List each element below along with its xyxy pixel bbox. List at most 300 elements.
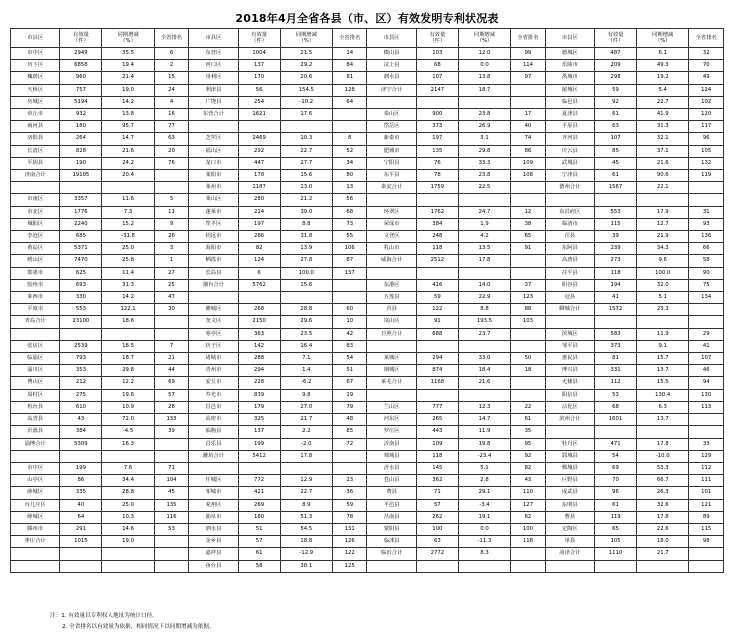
yoy-change: 72.0 [102,414,154,426]
region-name: 招远市 [189,231,238,243]
province-rank: 75 [689,279,724,291]
province-rank [333,462,367,474]
patent-count: 91 [416,316,458,328]
region-name: 高唐县 [545,255,594,267]
yoy-change: 23.7 [458,328,510,340]
region-name: 钢城区 [367,365,416,377]
yoy-change: 23.8 [458,170,510,182]
patent-count: 384 [60,426,102,438]
yoy-change: 49.3 [637,60,689,72]
patent-count: 81 [595,353,637,365]
region-name: 广饶县 [189,96,238,108]
province-rank: 92 [511,450,545,462]
region-name: 青州市 [189,365,238,377]
patent-count: 63 [416,536,458,548]
region-name: 沂源县 [11,426,60,438]
patent-count: 199 [60,462,102,474]
region-name: 寒亭区 [189,328,238,340]
patent-count: 487 [595,48,637,60]
region-name: 环翠区 [367,206,416,218]
province-rank: 86 [511,145,545,157]
patent-count: 45 [595,157,637,169]
yoy-change: 17.8 [637,438,689,450]
province-rank: 33 [689,438,724,450]
patent-count: 118 [416,243,458,255]
region-name [545,316,594,328]
patent-count: 76 [416,157,458,169]
patent-count: 5309 [60,438,102,450]
patent-count [60,560,102,572]
region-name: 莒南县 [367,511,416,523]
yoy-change: 19.8 [458,438,510,450]
province-rank: 112 [689,462,724,474]
region-name: 莱城区 [367,353,416,365]
province-rank: 34 [333,157,367,169]
region-name: 兰山区 [367,401,416,413]
page-title: 2018年4月全省各县（市、区）有效发明专利状况表 [235,12,499,25]
province-rank: 35 [511,426,545,438]
table-row [11,401,724,413]
patent-count: 421 [238,487,280,499]
province-rank: 47 [154,292,188,304]
province-rank: 81 [333,72,367,84]
table-row [11,255,724,267]
table-row [11,145,724,157]
region-name: 潍城区 [189,304,238,316]
patent-count: 1762 [416,206,458,218]
yoy-change: 9.1 [637,340,689,352]
province-rank: 83 [333,340,367,352]
province-rank: 50 [511,353,545,365]
province-rank: 108 [511,170,545,182]
region-name: 安丘市 [189,377,238,389]
province-rank: 4 [154,96,188,108]
province-rank [511,340,545,352]
province-rank [154,438,188,450]
change-header: 同期增减 （%） [637,29,689,48]
table-row [11,560,724,572]
patent-count: 228 [238,377,280,389]
province-rank: 63 [154,133,188,145]
patent-count: 373 [416,121,458,133]
yoy-change: 154.5 [280,84,332,96]
region-name [367,194,416,206]
patent-count: 70 [595,475,637,487]
patent-count: 273 [595,255,637,267]
table-row [11,279,724,291]
province-rank: 73 [333,218,367,230]
patent-count: 553 [60,304,102,316]
region-name: 金乡县 [189,536,238,548]
patent-count: 107 [595,133,637,145]
province-rank: 12 [511,206,545,218]
count-header: 有效量 （件） [416,29,458,48]
province-rank: 101 [689,487,724,499]
region-name [367,96,416,108]
patent-count: 39 [595,231,637,243]
yoy-change: 12.3 [458,401,510,413]
province-rank [154,328,188,340]
province-rank: 51 [333,365,367,377]
province-rank: 6 [154,48,188,60]
yoy-change: 53.3 [637,462,689,474]
region-name: 黄岛区 [11,243,60,255]
province-rank: 30 [154,304,188,316]
province-rank: 134 [689,292,724,304]
region-name: 宁阳县 [367,157,416,169]
patent-count: 757 [60,84,102,96]
region-name: 市中区 [11,48,60,60]
yoy-change: 19.0 [102,536,154,548]
province-rank: 77 [154,121,188,133]
yoy-change: 21.7 [637,548,689,560]
patent-count: 1015 [60,536,102,548]
table-row [11,84,724,96]
province-rank [333,279,367,291]
patent-count: 5762 [238,279,280,291]
city-total-name: 临沂合计 [367,548,416,560]
province-rank: 70 [689,60,724,72]
region-name: 河东区 [367,414,416,426]
yoy-change: 8.3 [458,548,510,560]
region-name: 海阳市 [189,243,238,255]
province-rank: 19 [333,389,367,401]
patent-count: 71 [416,487,458,499]
province-rank [689,560,724,572]
region-name: 曹县 [545,511,594,523]
region-header: 市县区 [11,29,60,48]
patent-count [238,121,280,133]
province-rank: 52 [333,145,367,157]
region-name: 禹城市 [545,72,594,84]
yoy-change: 18.8 [280,536,332,548]
region-name: 市北区 [11,206,60,218]
yoy-change: 16.4 [280,340,332,352]
province-rank: 84 [333,60,367,72]
province-rank: 94 [689,377,724,389]
table-row [11,365,724,377]
yoy-change: 14.0 [458,279,510,291]
patent-count: 194 [595,279,637,291]
province-rank [511,328,545,340]
table-row [11,182,724,194]
province-rank: 87 [333,255,367,267]
yoy-change [102,560,154,572]
patent-count: 56 [238,84,280,96]
patent-count: 2147 [416,84,458,96]
region-name: 胶州市 [11,279,60,291]
patent-count [60,182,102,194]
province-rank: 42 [333,328,367,340]
patent-count: 269 [238,499,280,511]
yoy-change: 27.8 [280,255,332,267]
patent-count: 69 [595,462,637,474]
yoy-change [280,292,332,304]
province-rank: 17 [511,109,545,121]
province-rank: 48 [333,414,367,426]
province-rank: 118 [511,536,545,548]
patent-count: 330 [60,292,102,304]
region-name: 荣成市 [367,218,416,230]
yoy-change: 13.9 [280,243,332,255]
region-name: 汶上县 [367,60,416,72]
region-name: 文登区 [367,231,416,243]
region-name: 东阿县 [545,243,594,255]
yoy-change: 32.1 [637,133,689,145]
yoy-change: 13.7 [637,365,689,377]
yoy-change: 20.6 [280,72,332,84]
city-total-name: 济南合计 [11,170,60,182]
city-total-name: 枣庄合计 [11,536,60,548]
yoy-change: 17.8 [637,511,689,523]
region-header: 市县区 [367,29,416,48]
yoy-change: 10.9 [102,401,154,413]
yoy-change: -31.8 [102,231,154,243]
patent-count: 61 [595,109,637,121]
patent-count: 280 [238,194,280,206]
rank-header: 全省排名 [511,29,545,48]
patent-count: 124 [238,255,280,267]
city-total-name: 聊城合计 [545,304,594,316]
patent-count: 137 [238,426,280,438]
table-row [11,157,724,169]
region-name: 蓬莱市 [189,206,238,218]
region-name: 东港区 [367,279,416,291]
region-name [367,340,416,352]
patent-count [238,292,280,304]
yoy-change: 13.7 [637,414,689,426]
province-rank: 46 [689,365,724,377]
province-rank: 62 [511,511,545,523]
yoy-change: 54.5 [280,523,332,535]
region-name: 冠县 [545,292,594,304]
yoy-change: 18.7 [102,353,154,365]
patent-count: 7470 [60,255,102,267]
patent-count: 118 [595,267,637,279]
province-rank: 129 [689,450,724,462]
region-name: 苍山县 [367,475,416,487]
patent-count: 1572 [595,304,637,316]
region-name: 沂水县 [367,462,416,474]
region-name: 东营区 [189,48,238,60]
patent-count: 209 [595,60,637,72]
region-name: 东昌府区 [545,206,594,218]
province-rank [511,560,545,572]
province-rank: 137 [333,267,367,279]
table-row [11,353,724,365]
province-rank: 74 [511,133,545,145]
patent-count: 119 [595,511,637,523]
province-rank: 11 [154,206,188,218]
footnote-1: 注：1. 有效量以专利权人地址为统计口径。 [50,613,158,619]
region-name: 曲阜市 [189,511,238,523]
region-name: 德城区 [545,48,594,60]
region-name: 龙口市 [189,157,238,169]
patent-count: 63 [595,121,637,133]
province-rank: 40 [511,121,545,133]
yoy-change: 122.1 [102,304,154,316]
yoy-change: 38.1 [280,560,332,572]
patent-count: 179 [238,401,280,413]
table-row [11,414,724,426]
province-rank: 71 [154,462,188,474]
region-name: 芝罘区 [189,133,238,145]
yoy-change: 21.6 [458,377,510,389]
yoy-change: 100.0 [637,267,689,279]
province-rank: 21 [154,353,188,365]
table-row [11,389,724,401]
patent-count: 353 [60,365,102,377]
province-rank: 54 [333,353,367,365]
patent-count: 292 [238,145,280,157]
yoy-change: 39.0 [280,206,332,218]
region-name: 成武县 [545,487,594,499]
patent-count: 443 [416,426,458,438]
table-row [11,316,724,328]
table-row [11,304,724,316]
province-rank: 122 [333,548,367,560]
region-name: 微山县 [367,48,416,60]
patent-count: 362 [416,475,458,487]
province-rank: 53 [154,523,188,535]
yoy-change: -10.0 [637,450,689,462]
patent-count [416,560,458,572]
region-name: 薛城区 [11,487,60,499]
province-rank: 37 [511,279,545,291]
table-row [11,243,724,255]
table-header-row [11,29,724,48]
patent-count: 61 [238,548,280,560]
province-rank: 126 [333,536,367,548]
province-rank: 36 [333,487,367,499]
province-rank: 110 [511,487,545,499]
province-rank: 130 [689,389,724,401]
patent-count [595,316,637,328]
province-rank: 95 [511,438,545,450]
region-name: 费县 [367,487,416,499]
province-rank: 120 [689,109,724,121]
table-row [11,206,724,218]
region-name: 市中区 [11,462,60,474]
province-rank: 79 [333,401,367,413]
patent-count: 59 [416,292,458,304]
yoy-change: 29.8 [102,365,154,377]
region-name: 平邑县 [367,499,416,511]
patent-count: 112 [595,377,637,389]
patent-count: 1621 [238,109,280,121]
patent-count: 137 [238,60,280,72]
yoy-change: 27.0 [280,401,332,413]
yoy-change: -23.4 [458,450,510,462]
patent-count: 900 [416,109,458,121]
region-name: 郓城县 [545,450,594,462]
yoy-change: -3.4 [458,499,510,511]
patent-count: 180 [238,511,280,523]
province-rank [689,426,724,438]
city-total-name: 威海合计 [367,255,416,267]
change-header: 同期增减 （%） [458,29,510,48]
table-row [11,48,724,60]
province-rank: 121 [689,499,724,511]
yoy-change: 18.5 [102,340,154,352]
yoy-change: 29.1 [458,487,510,499]
patent-count: 1168 [416,377,458,389]
yoy-change: 11.4 [102,267,154,279]
province-rank: 103 [511,316,545,328]
region-header: 市县区 [545,29,594,48]
province-rank [689,304,724,316]
yoy-change: 19.6 [102,389,154,401]
city-total-name: 泰安合计 [367,182,416,194]
table-row [11,462,724,474]
patent-count: 96 [595,487,637,499]
yoy-change: 0.0 [458,523,510,535]
yoy-change: 18.0 [637,536,689,548]
yoy-change: 22.7 [280,487,332,499]
patent-count [416,340,458,352]
yoy-change: 37.1 [637,145,689,157]
region-name [11,450,60,462]
yoy-change: 66.7 [637,475,689,487]
yoy-change: 9.8 [280,389,332,401]
yoy-change: 29.6 [280,316,332,328]
patent-count: 19105 [60,170,102,182]
yoy-change: 21.4 [102,72,154,84]
region-name [545,426,594,438]
province-rank: 132 [689,157,724,169]
patent-count [595,426,637,438]
yoy-change: 32.0 [637,279,689,291]
patent-count [60,450,102,462]
yoy-change [280,462,332,474]
table-row [11,60,724,72]
province-rank: 55 [333,231,367,243]
yoy-change [637,426,689,438]
province-rank: 127 [511,499,545,511]
yoy-change: 18.7 [458,84,510,96]
region-name: 周村区 [11,389,60,401]
region-name: 郯城县 [367,450,416,462]
province-rank: 133 [154,414,188,426]
yoy-change: 19.0 [102,84,154,96]
yoy-change: 13.5 [458,243,510,255]
province-rank: 82 [511,462,545,474]
table-row [11,72,724,84]
patent-count: 2772 [416,548,458,560]
region-name: 泰山区 [367,109,416,121]
patent-count: 2539 [60,340,102,352]
region-name: 任城区 [189,475,238,487]
city-total-name: 淄博合计 [11,438,60,450]
yoy-change: 27.7 [280,157,332,169]
patent-count: 264 [60,133,102,145]
province-rank: 64 [333,96,367,108]
yoy-change [637,316,689,328]
patent-count: 363 [238,328,280,340]
region-name: 博山区 [11,377,60,389]
province-rank: 124 [689,84,724,96]
province-rank: 96 [689,133,724,145]
table-row [11,450,724,462]
patent-count: 180 [60,121,102,133]
region-name: 茌县 [545,231,594,243]
province-rank [333,121,367,133]
patent-count: 1567 [595,182,637,194]
province-rank [689,316,724,328]
patent-count: 294 [238,365,280,377]
patent-count: 78 [416,170,458,182]
province-rank: 114 [511,60,545,72]
